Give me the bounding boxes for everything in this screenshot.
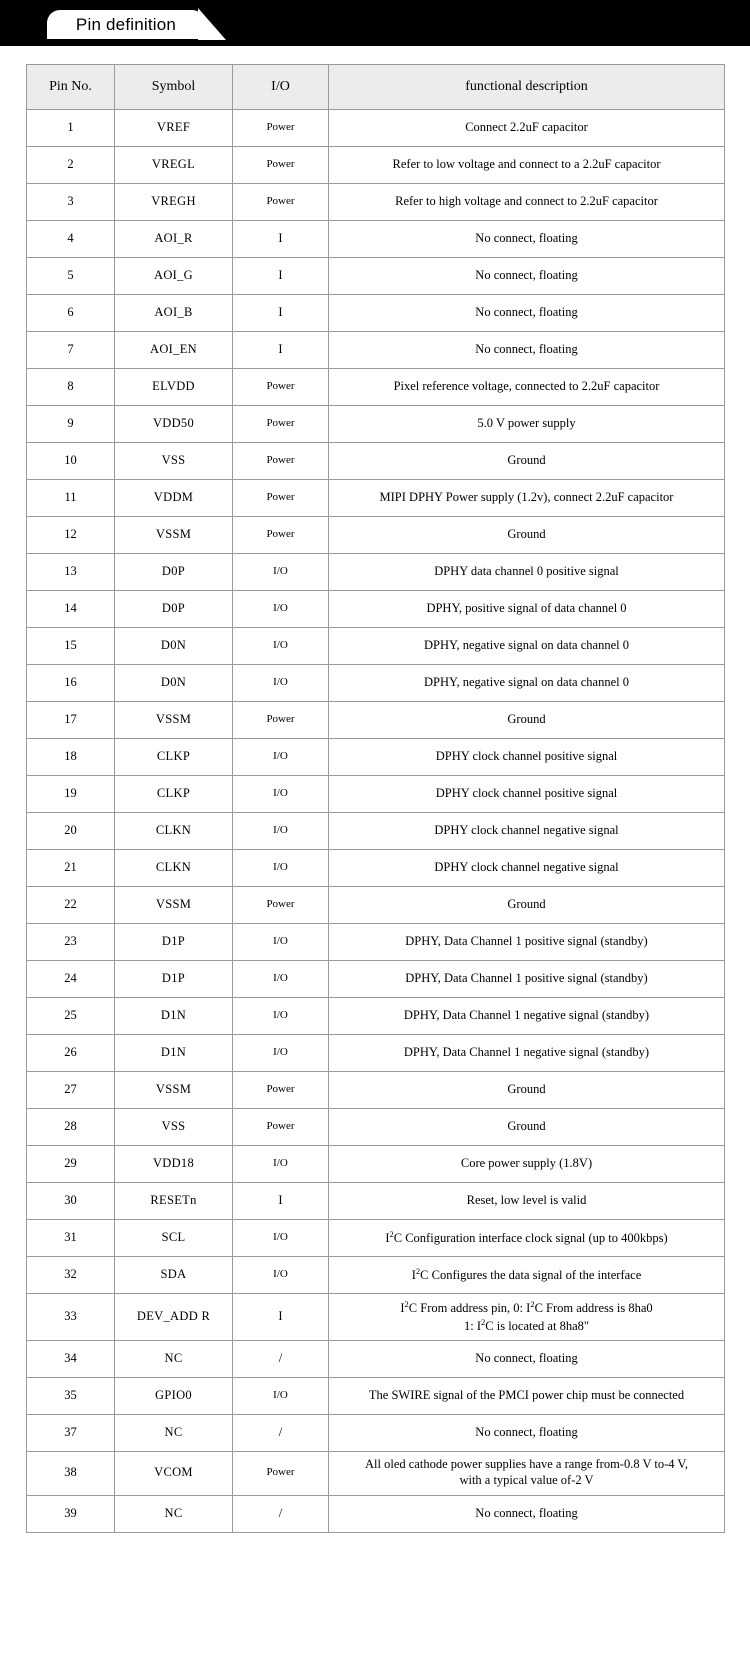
column-header-symbol: Symbol xyxy=(115,65,233,110)
description-line: DPHY, negative signal on data channel 0 xyxy=(424,638,629,653)
cell-description xyxy=(329,1183,725,1220)
description-line: DPHY, positive signal of data channel 0 xyxy=(426,601,627,616)
cell-symbol: AOI_B xyxy=(115,295,233,332)
table-row xyxy=(27,1294,725,1341)
table-row xyxy=(27,628,725,665)
cell-pin-no: 7 xyxy=(27,332,115,369)
pin-table-container xyxy=(0,46,750,1553)
cell-symbol: VSSM xyxy=(115,887,233,924)
section-banner xyxy=(0,0,750,46)
table-row xyxy=(27,221,725,258)
cell-description xyxy=(329,295,725,332)
description-line: DPHY clock channel negative signal xyxy=(434,823,619,838)
cell-io: Power xyxy=(233,480,329,517)
description-line: Connect 2.2uF capacitor xyxy=(465,120,588,135)
column-header-description: functional description xyxy=(329,65,725,110)
table-row xyxy=(27,591,725,628)
cell-description xyxy=(329,1109,725,1146)
cell-symbol: VSS xyxy=(115,443,233,480)
cell-io: I/O xyxy=(233,1146,329,1183)
cell-io: I/O xyxy=(233,998,329,1035)
cell-io: I xyxy=(233,332,329,369)
cell-description xyxy=(329,961,725,998)
table-row xyxy=(27,924,725,961)
table-row xyxy=(27,295,725,332)
cell-description xyxy=(329,110,725,147)
description-line: MIPI DPHY Power supply (1.2v), connect 2.2uF capacitor xyxy=(379,490,674,505)
cell-description xyxy=(329,1377,725,1414)
cell-description xyxy=(329,1220,725,1257)
cell-description xyxy=(329,1072,725,1109)
table-row xyxy=(27,739,725,776)
description-line: DPHY, Data Channel 1 negative signal (standby) xyxy=(403,1008,650,1023)
cell-pin-no: 25 xyxy=(27,998,115,1035)
cell-description xyxy=(329,998,725,1035)
cell-pin-no: 33 xyxy=(27,1294,115,1341)
table-row xyxy=(27,961,725,998)
cell-symbol: D0N xyxy=(115,628,233,665)
description-line: No connect, floating xyxy=(475,231,578,246)
table-row xyxy=(27,1035,725,1072)
description-line: DPHY, Data Channel 1 positive signal (standby) xyxy=(405,971,648,986)
table-row xyxy=(27,480,725,517)
cell-description xyxy=(329,591,725,628)
pin-definition-table xyxy=(26,64,725,1533)
cell-symbol: D0P xyxy=(115,591,233,628)
table-row xyxy=(27,517,725,554)
description-line: No connect, floating xyxy=(475,342,578,357)
table-row xyxy=(27,184,725,221)
cell-description xyxy=(329,1340,725,1377)
cell-pin-no: 20 xyxy=(27,813,115,850)
cell-description xyxy=(329,1294,725,1341)
cell-symbol: VSSM xyxy=(115,702,233,739)
table-row xyxy=(27,665,725,702)
table-row xyxy=(27,887,725,924)
cell-pin-no: 39 xyxy=(27,1495,115,1532)
table-row xyxy=(27,443,725,480)
cell-description xyxy=(329,1257,725,1294)
cell-symbol: VDD18 xyxy=(115,1146,233,1183)
cell-symbol: D0P xyxy=(115,554,233,591)
cell-io: I/O xyxy=(233,1257,329,1294)
description-line: DPHY, Data Channel 1 positive signal (standby) xyxy=(405,934,648,949)
cell-pin-no: 8 xyxy=(27,369,115,406)
description-line: $I^2C$ Configures the data signal of the interface xyxy=(411,1266,642,1283)
cell-pin-no: 14 xyxy=(27,591,115,628)
cell-io: / xyxy=(233,1414,329,1451)
cell-pin-no: 27 xyxy=(27,1072,115,1109)
banner-wedge-decoration xyxy=(198,8,226,40)
cell-pin-no: 2 xyxy=(27,147,115,184)
description-line: No connect, floating xyxy=(475,1424,578,1439)
cell-symbol: AOI_EN xyxy=(115,332,233,369)
table-row xyxy=(27,258,725,295)
table-header xyxy=(27,65,725,110)
cell-pin-no: 17 xyxy=(27,702,115,739)
cell-io: Power xyxy=(233,1072,329,1109)
cell-pin-no: 15 xyxy=(27,628,115,665)
description-line: DPHY data channel 0 positive signal xyxy=(434,564,619,579)
description-line: Ground xyxy=(507,1082,546,1097)
cell-io: I/O xyxy=(233,628,329,665)
cell-symbol: CLKP xyxy=(115,739,233,776)
table-row xyxy=(27,1340,725,1377)
cell-pin-no: 34 xyxy=(27,1340,115,1377)
description-line: DPHY, negative signal on data channel 0 xyxy=(424,675,629,690)
description-line: Refer to high voltage and connect to 2.2uF capacitor xyxy=(395,194,658,209)
cell-symbol: ELVDD xyxy=(115,369,233,406)
description-line: Refer to low voltage and connect to a 2.2uF capacitor xyxy=(392,157,661,172)
cell-description xyxy=(329,850,725,887)
description-line: DPHY, Data Channel 1 negative signal (standby) xyxy=(403,1045,650,1060)
cell-description xyxy=(329,480,725,517)
table-row xyxy=(27,1451,725,1495)
cell-pin-no: 19 xyxy=(27,776,115,813)
cell-io: I/O xyxy=(233,813,329,850)
table-body xyxy=(27,110,725,1533)
cell-symbol: SDA xyxy=(115,1257,233,1294)
cell-symbol: VSSM xyxy=(115,517,233,554)
cell-io: I xyxy=(233,221,329,258)
cell-pin-no: 28 xyxy=(27,1109,115,1146)
table-row xyxy=(27,850,725,887)
cell-symbol: VDD50 xyxy=(115,406,233,443)
cell-description xyxy=(329,813,725,850)
cell-pin-no: 26 xyxy=(27,1035,115,1072)
cell-description xyxy=(329,554,725,591)
cell-symbol: VSSM xyxy=(115,1072,233,1109)
cell-description xyxy=(329,1414,725,1451)
table-row xyxy=(27,332,725,369)
table-row xyxy=(27,702,725,739)
cell-pin-no: 10 xyxy=(27,443,115,480)
cell-description xyxy=(329,739,725,776)
cell-description xyxy=(329,369,725,406)
cell-symbol: CLKN xyxy=(115,850,233,887)
cell-io: I/O xyxy=(233,591,329,628)
cell-pin-no: 9 xyxy=(27,406,115,443)
table-header-row xyxy=(27,65,725,110)
cell-io: I/O xyxy=(233,739,329,776)
description-line: Pixel reference voltage, connected to 2.2uF capacitor xyxy=(393,379,660,394)
description-line: $I^2C$ Configuration interface clock signal (up to 400kbps) xyxy=(385,1229,668,1246)
table-row xyxy=(27,110,725,147)
cell-io: I/O xyxy=(233,554,329,591)
cell-pin-no: 24 xyxy=(27,961,115,998)
table-row xyxy=(27,1414,725,1451)
cell-description xyxy=(329,1495,725,1532)
cell-symbol: SCL xyxy=(115,1220,233,1257)
cell-pin-no: 35 xyxy=(27,1377,115,1414)
cell-io: I xyxy=(233,1294,329,1341)
cell-symbol: VREGL xyxy=(115,147,233,184)
cell-io: I/O xyxy=(233,665,329,702)
description-line: Ground xyxy=(507,527,546,542)
cell-symbol: VSS xyxy=(115,1109,233,1146)
description-line: No connect, floating xyxy=(475,1350,578,1365)
cell-symbol: DEV_ADD R xyxy=(115,1294,233,1341)
cell-description xyxy=(329,1451,725,1495)
cell-pin-no: 4 xyxy=(27,221,115,258)
cell-io: / xyxy=(233,1495,329,1532)
cell-pin-no: 3 xyxy=(27,184,115,221)
cell-pin-no: 38 xyxy=(27,1451,115,1495)
description-line: Reset, low level is valid xyxy=(466,1193,587,1208)
table-row xyxy=(27,776,725,813)
description-line: Ground xyxy=(507,1119,546,1134)
cell-description xyxy=(329,147,725,184)
description-line: Ground xyxy=(507,453,546,468)
cell-description xyxy=(329,443,725,480)
cell-symbol: VREGH xyxy=(115,184,233,221)
cell-description xyxy=(329,628,725,665)
cell-io: I/O xyxy=(233,1377,329,1414)
table-row xyxy=(27,1257,725,1294)
cell-io: Power xyxy=(233,184,329,221)
cell-io: Power xyxy=(233,443,329,480)
description-line: Ground xyxy=(507,712,546,727)
table-row xyxy=(27,1183,725,1220)
cell-description xyxy=(329,776,725,813)
cell-symbol: D0N xyxy=(115,665,233,702)
cell-description xyxy=(329,1146,725,1183)
cell-symbol: CLKN xyxy=(115,813,233,850)
cell-symbol: NC xyxy=(115,1414,233,1451)
description-line: 1: $I^2C$ is located at 8ha8" xyxy=(464,1316,589,1333)
cell-pin-no: 22 xyxy=(27,887,115,924)
cell-description xyxy=(329,258,725,295)
description-line: with a typical value of-2 V xyxy=(459,1473,594,1488)
description-line: $I^2C$ From address pin, 0: $I^2C$ From address is 8ha0 xyxy=(400,1299,653,1316)
cell-io: I xyxy=(233,258,329,295)
table-row xyxy=(27,1146,725,1183)
cell-pin-no: 1 xyxy=(27,110,115,147)
cell-description xyxy=(329,887,725,924)
cell-symbol: AOI_G xyxy=(115,258,233,295)
cell-symbol: VCOM xyxy=(115,1451,233,1495)
description-line: No connect, floating xyxy=(475,268,578,283)
cell-pin-no: 18 xyxy=(27,739,115,776)
cell-io: Power xyxy=(233,517,329,554)
cell-symbol: CLKP xyxy=(115,776,233,813)
cell-symbol: VDDM xyxy=(115,480,233,517)
cell-io: Power xyxy=(233,406,329,443)
cell-pin-no: 13 xyxy=(27,554,115,591)
cell-io: Power xyxy=(233,1451,329,1495)
description-line: DPHY clock channel positive signal xyxy=(435,786,618,801)
cell-description xyxy=(329,406,725,443)
cell-description xyxy=(329,517,725,554)
table-row xyxy=(27,998,725,1035)
cell-pin-no: 12 xyxy=(27,517,115,554)
cell-description xyxy=(329,702,725,739)
table-row xyxy=(27,554,725,591)
cell-symbol: D1N xyxy=(115,998,233,1035)
cell-pin-no: 30 xyxy=(27,1183,115,1220)
cell-description xyxy=(329,221,725,258)
table-row xyxy=(27,1495,725,1532)
cell-symbol: GPIO0 xyxy=(115,1377,233,1414)
description-line: DPHY clock channel negative signal xyxy=(434,860,619,875)
cell-description xyxy=(329,924,725,961)
table-row xyxy=(27,147,725,184)
cell-description xyxy=(329,332,725,369)
table-row xyxy=(27,1377,725,1414)
cell-symbol: NC xyxy=(115,1340,233,1377)
description-line: No connect, floating xyxy=(475,305,578,320)
cell-io: I/O xyxy=(233,924,329,961)
column-header-pin-no: Pin No. xyxy=(27,65,115,110)
description-line: The SWIRE signal of the PMCI power chip must be connected xyxy=(368,1387,685,1402)
cell-io: Power xyxy=(233,702,329,739)
description-line: All oled cathode power supplies have a range from-0.8 V to-4 V, xyxy=(365,1457,688,1472)
cell-symbol: VREF xyxy=(115,110,233,147)
cell-io: Power xyxy=(233,110,329,147)
table-row xyxy=(27,1220,725,1257)
table-row xyxy=(27,369,725,406)
cell-pin-no: 16 xyxy=(27,665,115,702)
cell-pin-no: 6 xyxy=(27,295,115,332)
cell-symbol: D1N xyxy=(115,1035,233,1072)
section-title-tab xyxy=(46,9,206,39)
column-header-io: I/O xyxy=(233,65,329,110)
cell-symbol: NC xyxy=(115,1495,233,1532)
cell-symbol: D1P xyxy=(115,924,233,961)
page-title: Pin definition xyxy=(75,14,177,34)
cell-io: I xyxy=(233,295,329,332)
cell-io: I/O xyxy=(233,1035,329,1072)
description-line: 5.0 V power supply xyxy=(477,416,576,431)
description-line: Core power supply (1.8V) xyxy=(460,1156,593,1171)
cell-io: I/O xyxy=(233,961,329,998)
description-line: DPHY clock channel positive signal xyxy=(435,749,618,764)
cell-symbol: D1P xyxy=(115,961,233,998)
cell-pin-no: 23 xyxy=(27,924,115,961)
cell-description xyxy=(329,665,725,702)
cell-pin-no: 31 xyxy=(27,1220,115,1257)
cell-pin-no: 21 xyxy=(27,850,115,887)
cell-pin-no: 37 xyxy=(27,1414,115,1451)
cell-io: Power xyxy=(233,147,329,184)
table-row xyxy=(27,813,725,850)
cell-io: I/O xyxy=(233,776,329,813)
table-row xyxy=(27,1072,725,1109)
cell-pin-no: 5 xyxy=(27,258,115,295)
cell-io: I/O xyxy=(233,1220,329,1257)
cell-io: Power xyxy=(233,1109,329,1146)
cell-description xyxy=(329,1035,725,1072)
cell-io: Power xyxy=(233,887,329,924)
description-line: No connect, floating xyxy=(475,1505,578,1520)
cell-symbol: RESETn xyxy=(115,1183,233,1220)
cell-io: Power xyxy=(233,369,329,406)
cell-symbol: AOI_R xyxy=(115,221,233,258)
cell-io: I/O xyxy=(233,850,329,887)
table-row xyxy=(27,1109,725,1146)
cell-pin-no: 32 xyxy=(27,1257,115,1294)
table-row xyxy=(27,406,725,443)
cell-io: I xyxy=(233,1183,329,1220)
cell-description xyxy=(329,184,725,221)
description-line: Ground xyxy=(507,897,546,912)
cell-pin-no: 11 xyxy=(27,480,115,517)
cell-pin-no: 29 xyxy=(27,1146,115,1183)
cell-io: / xyxy=(233,1340,329,1377)
